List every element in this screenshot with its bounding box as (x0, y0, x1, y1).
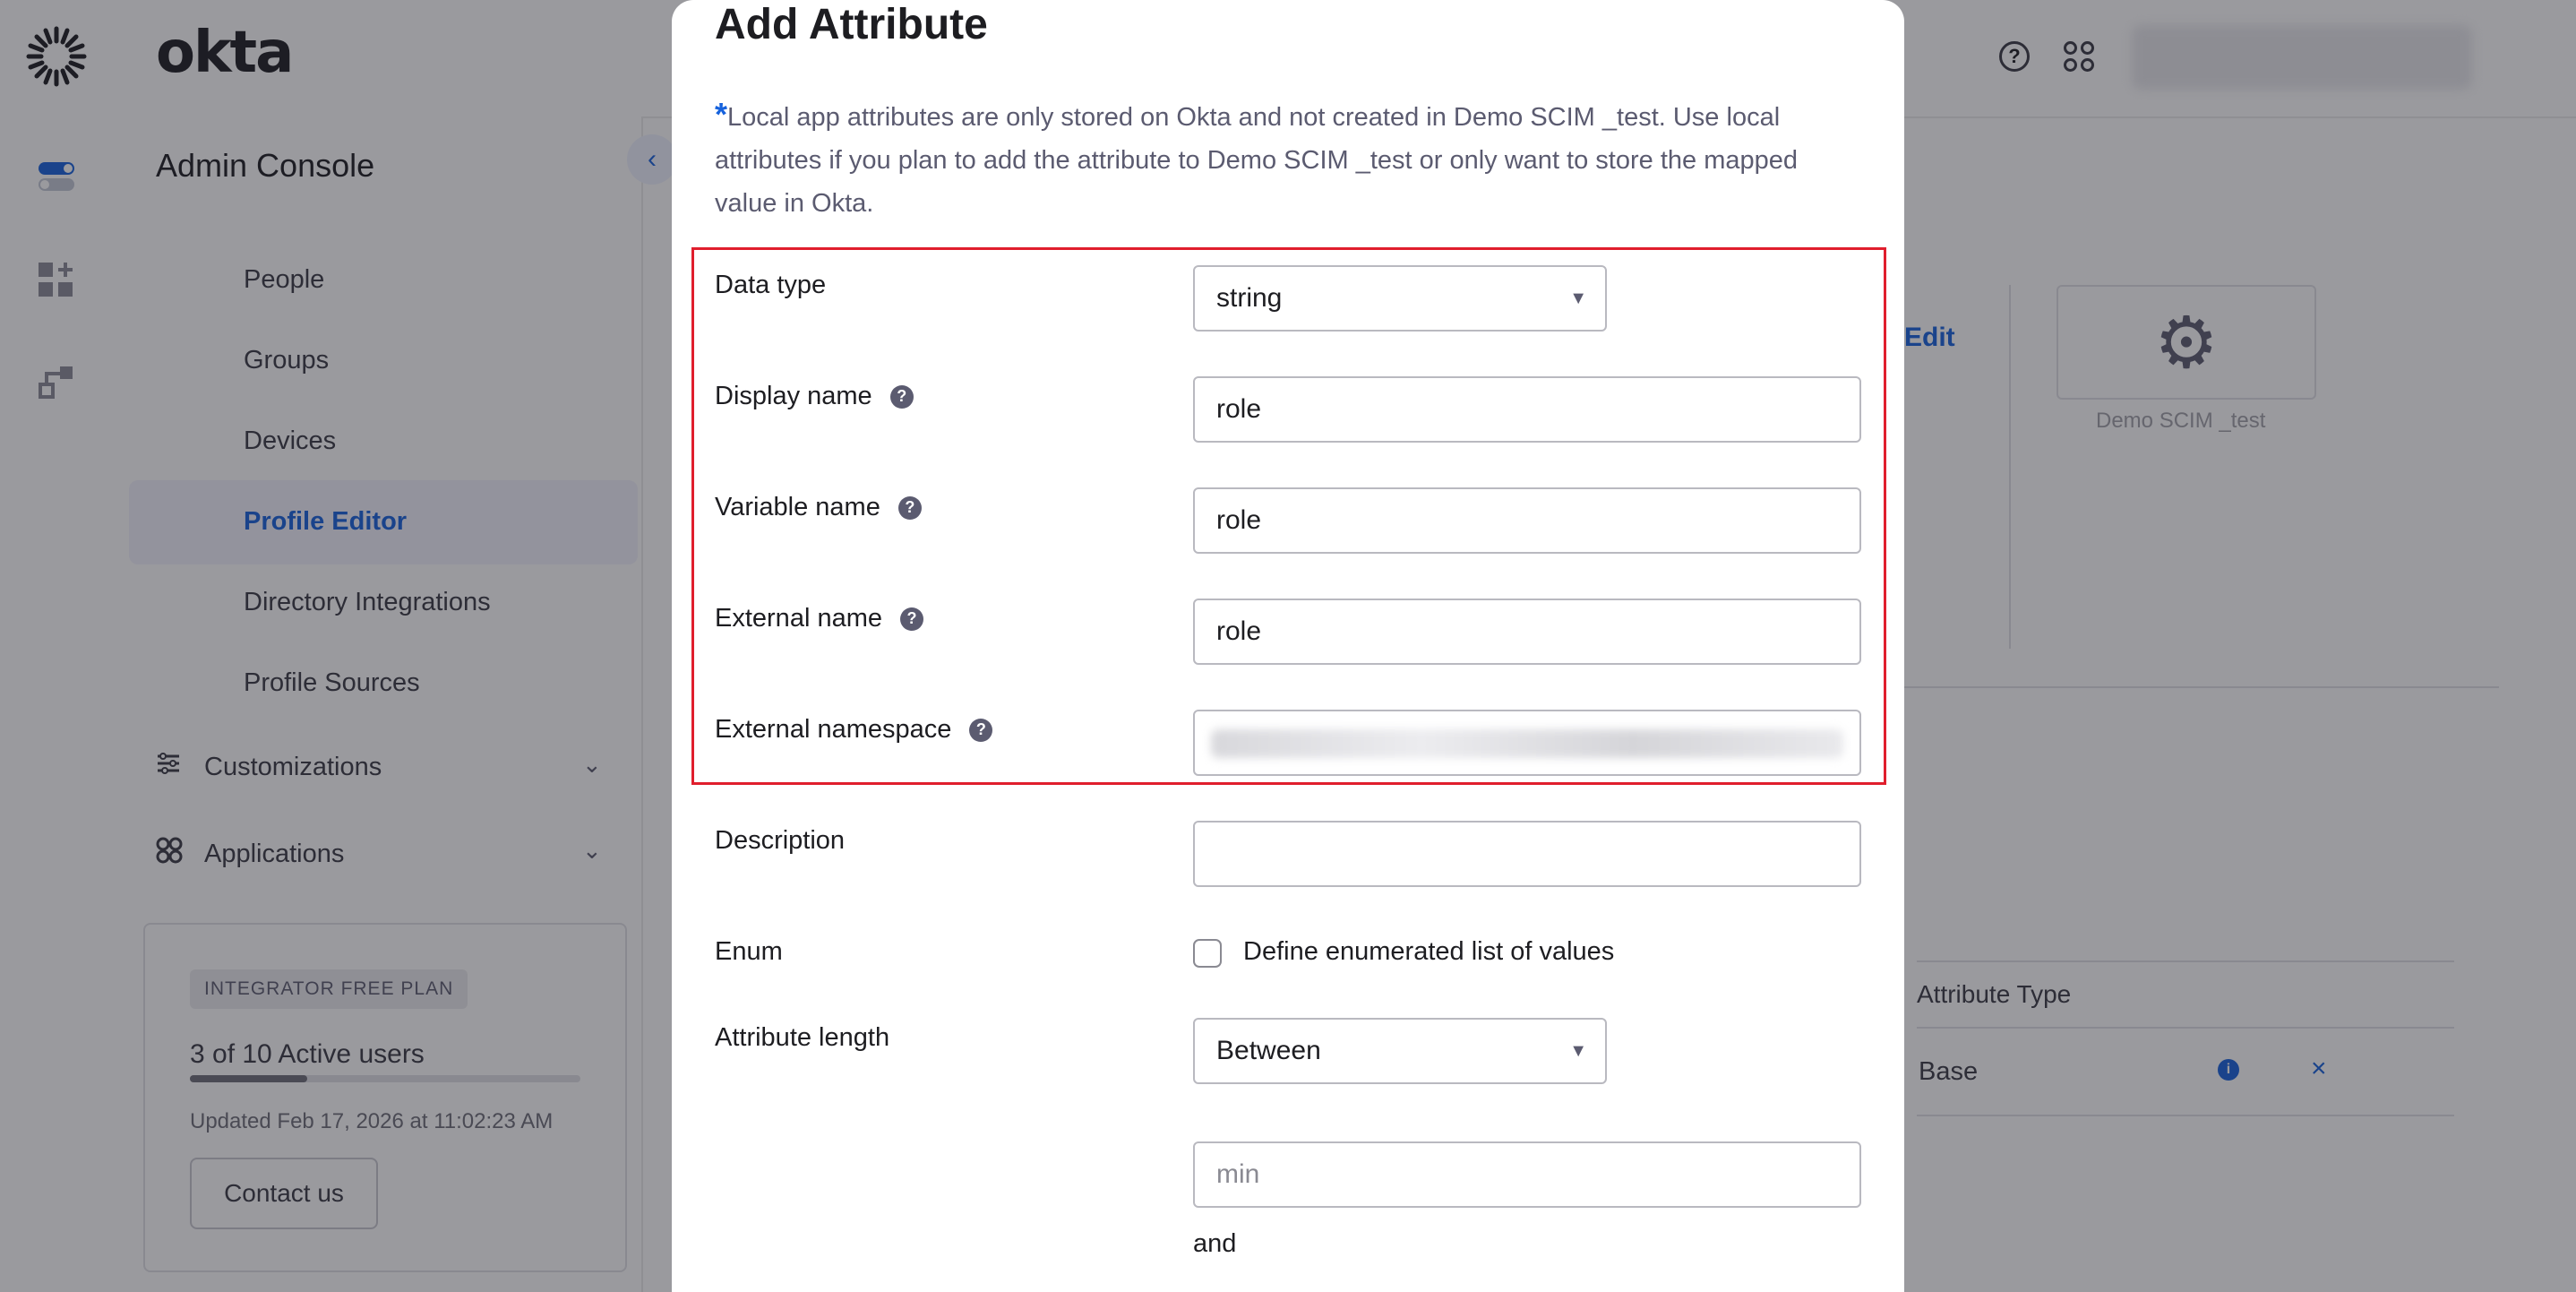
help-icon[interactable]: ? (969, 719, 992, 742)
attribute-type-value: Base (1919, 1057, 1979, 1086)
label-text: External namespace (715, 715, 952, 744)
variable-name-label (715, 493, 922, 522)
variable-name-input[interactable]: role (1193, 487, 1861, 554)
edit-link[interactable]: Edit (1904, 323, 1955, 352)
note-text: Local app attributes are only stored on Okta and not created in Demo SCIM _test. Use local attributes if you plan to add the attribute to Demo SCIM _test or only want to store the mapped value in Okta. (715, 103, 1798, 218)
sidebar-item-profile-editor[interactable]: Profile Editor (244, 507, 408, 536)
display-name-label (715, 382, 914, 411)
app-name: Demo SCIM _test (2096, 409, 2266, 433)
min-length-input[interactable]: min (1193, 1141, 1861, 1208)
external-name-label (715, 604, 923, 633)
plan-badge: INTEGRATOR FREE PLAN (190, 969, 468, 1009)
enum-label (715, 937, 783, 967)
remove-icon[interactable]: × (2311, 1054, 2327, 1083)
enum-checkbox-label[interactable]: Define enumerated list of values (1243, 937, 1615, 966)
enum-checkbox[interactable] (1193, 939, 1222, 968)
label-text: Enum (715, 937, 783, 966)
label-text: Attribute length (715, 1023, 890, 1052)
sidebar-item-profile-sources[interactable]: Profile Sources (244, 668, 420, 697)
info-icon[interactable]: i (2218, 1059, 2239, 1081)
caret-down-icon: ▼ (1569, 1041, 1587, 1061)
description-input[interactable] (1193, 821, 1861, 887)
collapse-sidebar-chevron-icon[interactable]: ‹ (627, 134, 677, 185)
external-namespace-label (715, 715, 992, 745)
sidebar-item-groups[interactable]: Groups (244, 346, 330, 375)
help-icon[interactable]: ? (890, 385, 914, 409)
attribute-length-select[interactable] (1193, 1018, 1607, 1084)
redacted-value (1211, 729, 1843, 758)
external-namespace-input[interactable] (1193, 710, 1861, 776)
data-type-label (715, 271, 826, 300)
label-text: Data type (715, 271, 827, 299)
help-icon[interactable]: ? (898, 496, 922, 520)
sidebar-item-devices[interactable]: Devices (244, 426, 337, 455)
and-label: and (1193, 1229, 1237, 1258)
description-label (715, 826, 845, 856)
plan-updated-timestamp: Updated Feb 17, 2026 at 11:02:23 AM (190, 1109, 554, 1133)
sidebar-title: Admin Console (156, 147, 375, 184)
label-text: Display name (715, 382, 872, 410)
chevron-down-icon[interactable]: ⌄ (582, 837, 602, 864)
label-text: Description (715, 826, 846, 855)
sidebar-group-label: Customizations (204, 752, 382, 781)
local-attribute-note (715, 93, 1843, 225)
active-users-count: 3 of 10 Active users (190, 1039, 425, 1069)
data-type-select[interactable] (1193, 265, 1607, 332)
display-name-input[interactable]: role (1193, 376, 1861, 443)
sidebar-item-directory-integrations[interactable]: Directory Integrations (244, 588, 491, 616)
sidebar-item-people[interactable]: People (244, 265, 325, 294)
label-text: Variable name (715, 493, 880, 521)
dialog-title: Add Attribute (715, 1, 988, 48)
sidebar-group-label: Applications (204, 839, 345, 868)
attribute-type-column-header: Attribute Type (1917, 960, 2454, 1029)
attribute-length-label (715, 1023, 889, 1053)
external-name-input[interactable]: role (1193, 599, 1861, 665)
help-icon[interactable]: ? (1999, 41, 2030, 72)
caret-down-icon: ▼ (1569, 289, 1587, 308)
okta-wordmark[interactable]: okta (156, 20, 293, 86)
help-icon[interactable]: ? (900, 607, 923, 631)
label-text: External name (715, 604, 882, 633)
asterisk-marker: * (715, 96, 728, 133)
contact-us-button[interactable]: Contact us (190, 1158, 378, 1229)
select-value: string (1216, 283, 1283, 313)
select-value: Between (1216, 1036, 1321, 1065)
chevron-down-icon[interactable]: ⌄ (582, 751, 602, 778)
gear-icon: ⚙ (2057, 285, 2316, 400)
